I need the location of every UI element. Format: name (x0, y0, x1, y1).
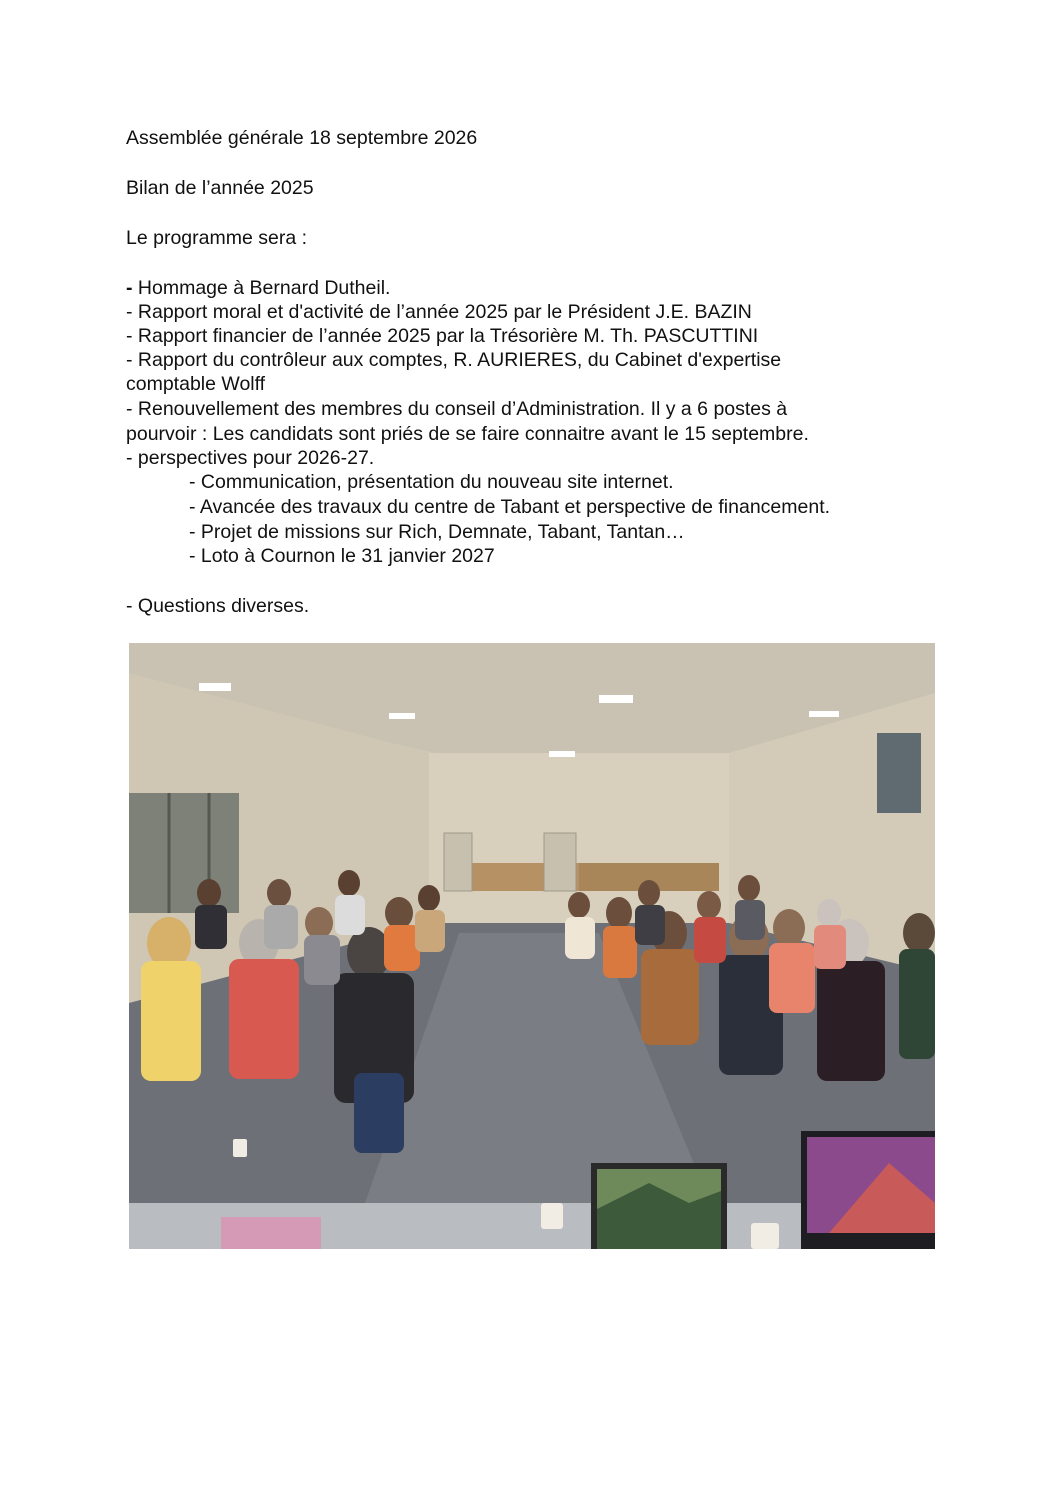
agenda-item: - Renouvellement des membres du conseil d’Administration. Il y a 6 postes à (126, 398, 788, 420)
closing-item: - Questions diverses. (126, 595, 310, 617)
meeting-photo-illustration (129, 643, 935, 1249)
agenda-item: - perspectives pour 2026-27. (126, 447, 375, 469)
agenda-item (126, 276, 390, 301)
agenda-subitem: - Projet de missions sur Rich, Demnate, Tabant, Tantan… (189, 521, 685, 543)
agenda-item-continued: pourvoir : Les candidats sont priés de se faire connaitre avant le 15 septembre. (126, 423, 809, 445)
agenda-item: - Rapport financier de l’année 2025 par la Trésorière M. Th. PASCUTTINI (126, 325, 759, 347)
document-title: Assemblée générale 18 septembre 2026 (126, 127, 478, 149)
agenda-item-text: Hommage à Bernard Dutheil. (132, 277, 391, 299)
agenda-item-continued: comptable Wolff (126, 373, 266, 395)
agenda-item: - Rapport du contrôleur aux comptes, R. AURIERES, du Cabinet d'expertise (126, 349, 782, 371)
intro-text: Le programme sera : (126, 227, 307, 249)
agenda-subitem: - Loto à Cournon le 31 janvier 2027 (189, 545, 495, 567)
agenda-subitem: - Avancée des travaux du centre de Tabant et perspective de financement. (189, 496, 831, 518)
agenda-subitem: - Communication, présentation du nouveau site internet. (189, 471, 674, 493)
meeting-photo (129, 643, 935, 1249)
agenda-item: - Rapport moral et d'activité de l’année 2025 par le Président J.E. BAZIN (126, 301, 752, 323)
document-subtitle: Bilan de l’année 2025 (126, 177, 314, 199)
bullet-dash: - (126, 277, 133, 299)
